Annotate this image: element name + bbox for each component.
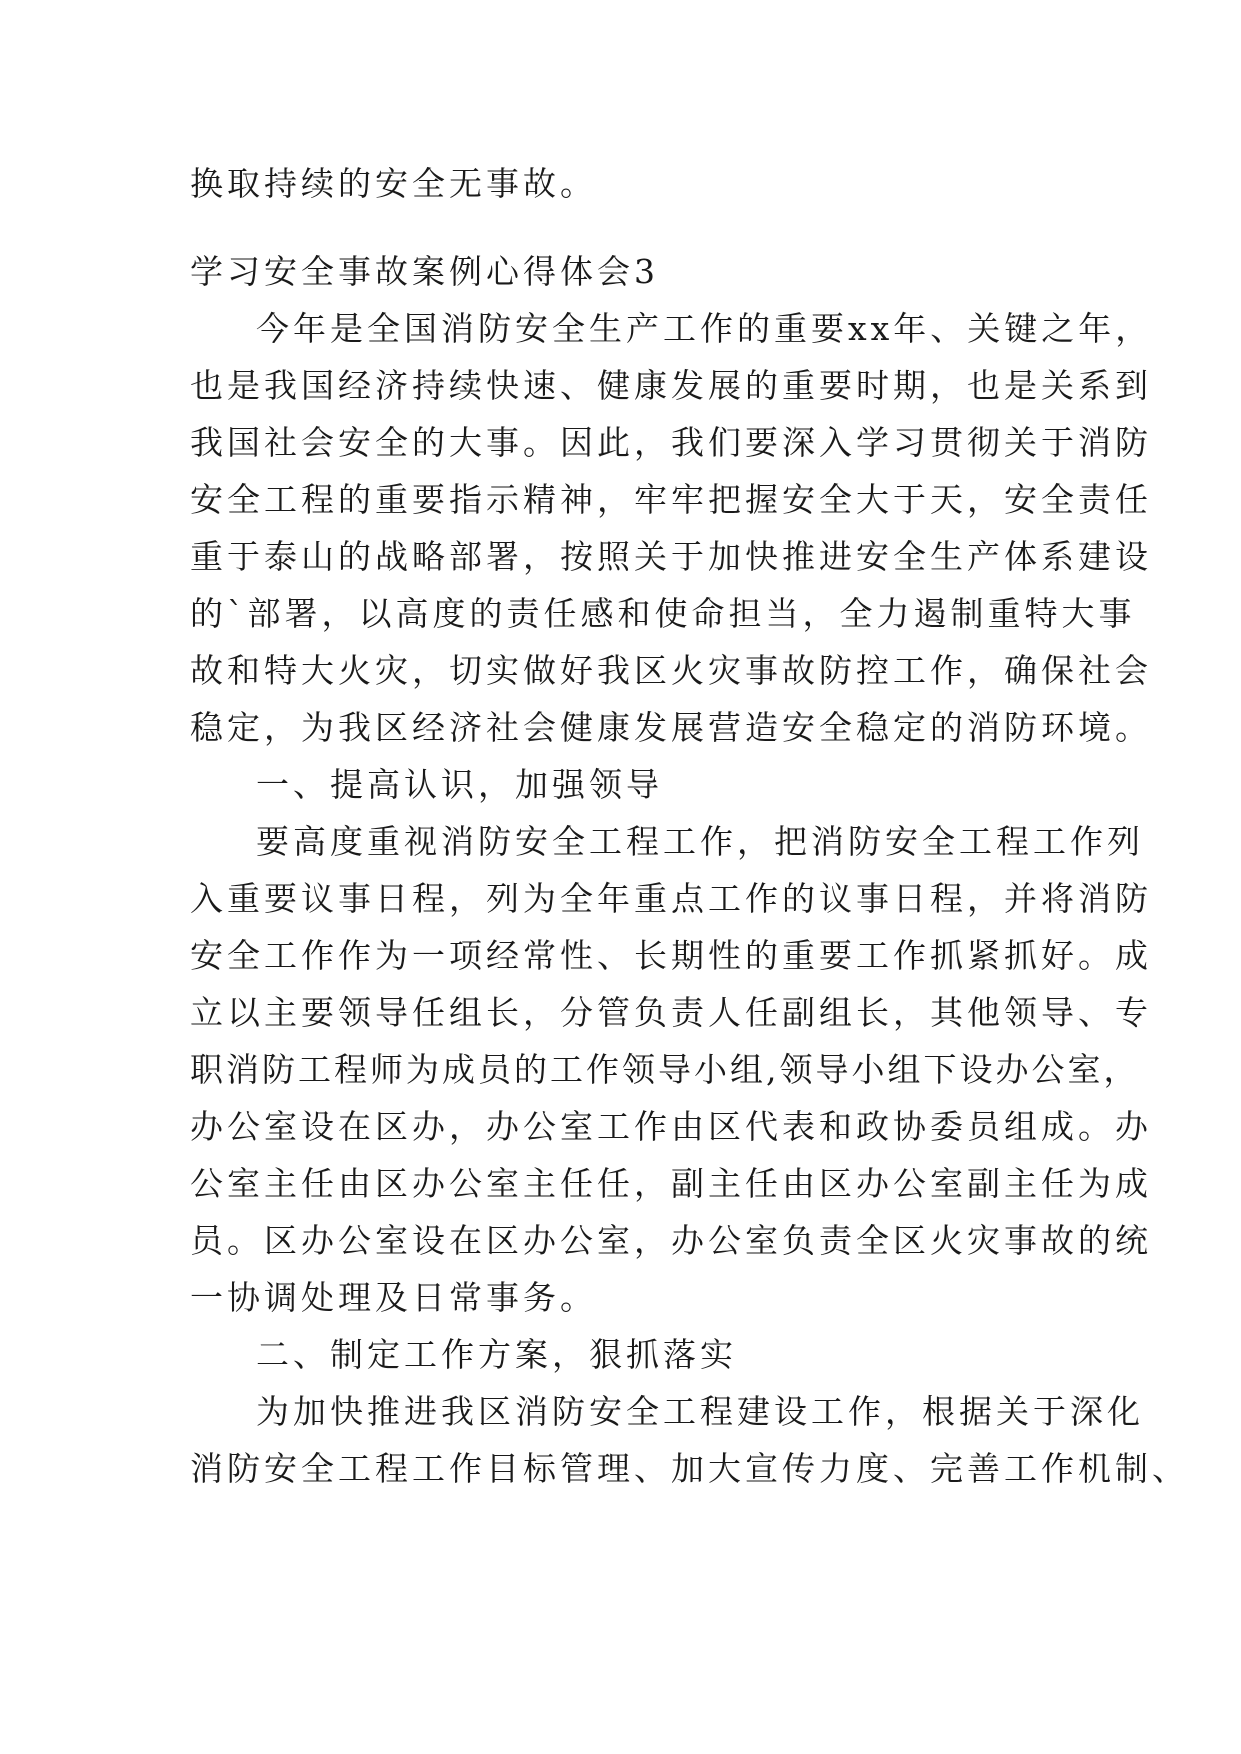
subheading: 二、制定工作方案，狠抓落实 <box>256 1335 737 1374</box>
paragraph-line: 办公室设在区办，办公室工作由区代表和政协委员组成。办 <box>190 1107 1152 1146</box>
paragraph-line: 故和特大火灾，切实做好我区火灾事故防控工作，确保社会 <box>190 651 1152 690</box>
section-heading: 学习安全事故案例心得体会3 <box>190 252 659 291</box>
paragraph-line: 消防安全工程工作目标管理、加大宣传力度、完善工作机制、 <box>190 1449 1189 1488</box>
paragraph-line: 一协调处理及日常事务。 <box>190 1278 597 1317</box>
subheading: 一、提高认识，加强领导 <box>256 765 663 804</box>
paragraph-line: 要高度重视消防安全工程工作，把消防安全工程工作列 <box>256 822 1144 861</box>
paragraph-line: 也是我国经济持续快速、健康发展的重要时期，也是关系到 <box>190 366 1152 405</box>
paragraph-line: 员。区办公室设在区办公室，办公室负责全区火灾事故的统 <box>190 1221 1152 1260</box>
paragraph-line: 稳定，为我区经济社会健康发展营造安全稳定的消防环境。 <box>190 708 1152 747</box>
paragraph-line: 今年是全国消防安全生产工作的重要xx年、关键之年， <box>256 309 1153 348</box>
paragraph-line: 我国社会安全的大事。因此，我们要深入学习贯彻关于消防 <box>190 423 1152 462</box>
paragraph-line: 安全工作作为一项经常性、长期性的重要工作抓紧抓好。成 <box>190 936 1152 975</box>
paragraph-line: 重于泰山的战略部署，按照关于加快推进安全生产体系建设 <box>190 537 1152 576</box>
paragraph-line: 立以主要领导任组长，分管负责人任副组长，其他领导、专 <box>190 993 1152 1032</box>
paragraph-line: 的`部署，以高度的责任感和使命担当，全力遏制重特大事 <box>190 594 1136 633</box>
paragraph-line: 为加快推进我区消防安全工程建设工作，根据关于深化 <box>256 1392 1144 1431</box>
paragraph-line: 职消防工程师为成员的工作领导小组,领导小组下设办公室， <box>190 1050 1140 1089</box>
paragraph-line: 换取持续的安全无事故。 <box>190 164 597 203</box>
paragraph-line: 安全工程的重要指示精神，牢牢把握安全大于天，安全责任 <box>190 480 1152 519</box>
paragraph-line: 公室主任由区办公室主任任，副主任由区办公室副主任为成 <box>190 1164 1152 1203</box>
paragraph-line: 入重要议事日程，列为全年重点工作的议事日程，并将消防 <box>190 879 1152 918</box>
